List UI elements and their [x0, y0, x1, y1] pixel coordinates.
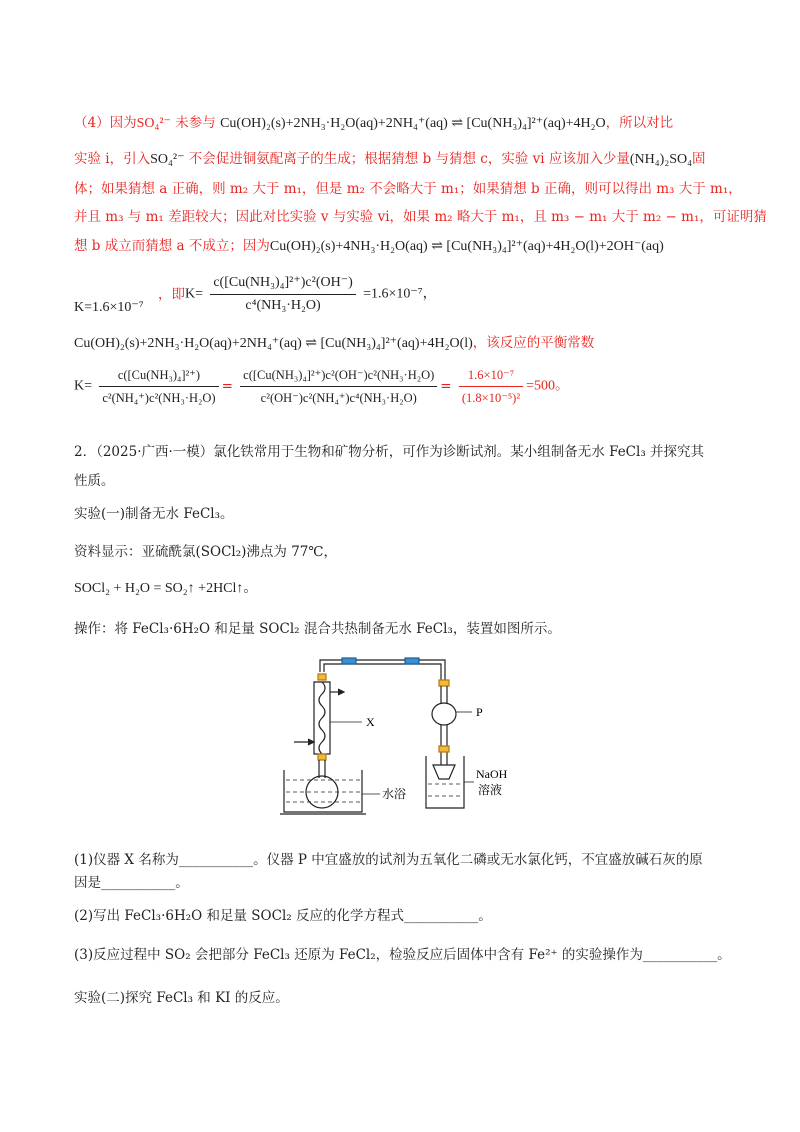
operation-text: 操作：将 FeCl₃·6H₂O 和足量 SOCl₂ 混合共热制备无水 FeCl₃，装置如图所示。	[74, 621, 561, 637]
text: 实验 i，引入	[74, 151, 151, 167]
denominator: (1.8×10⁻⁵)²	[461, 391, 521, 405]
label-solution: 溶液	[478, 783, 503, 797]
info-text: 资料显示：亚硫酰氯(SOCl₂)沸点为 77℃，	[74, 544, 337, 560]
equation: Cu(OH)₂(s)+4NH₃·H₂O(aq) ⇌ [Cu(NH₃)₄]²⁺(aq)+4H₂O(l)+2OH⁻(aq)	[269, 239, 664, 254]
text: ，所以对比	[605, 115, 674, 131]
answer-line-5	[74, 237, 664, 256]
question-2-stem-cont: 性质。	[74, 473, 115, 489]
label-naoh: NaOH	[476, 767, 508, 781]
label-x: X	[366, 715, 375, 729]
numerator: c([Cu(NH₃)₄]²⁺)	[99, 366, 218, 387]
text: （4）因为	[74, 115, 137, 131]
k-fraction-2	[240, 366, 437, 407]
denominator: c²(NH₄⁺)c²(NH₃·H₂O)	[102, 391, 216, 405]
text: ，该反应的平衡常数	[472, 335, 595, 351]
sub-question-3: (3)反应过程中 SO₂ 会把部分 FeCl₃ 还原为 FeCl₂，检验反应后固体中含有 Fe²⁺ 的实验操作为___________。	[74, 947, 731, 963]
k-fraction-1	[99, 366, 218, 407]
sulfate-ion: SO₄²⁻	[150, 152, 185, 167]
answer-line-3: 体；如果猜想 a 正确，则 m₂ 大于 m₁，但是 m₂ 不会略大于 m₁；如果猜想 b 正确，则可以得出 m₃ 大于 m₁，	[74, 181, 742, 197]
answer-line-1	[74, 114, 673, 133]
text: 想 b 成立而猜想 a 不成立；因为	[74, 238, 270, 254]
answer-line-4: 并且 m₃ 与 m₁ 差距较大；因此对比实验 v 与实验 vi，如果 m₂ 略大于 m₁，且 m₃ − m₁ 大于 m₂ − m₁，可证明猜	[74, 209, 767, 225]
numerator: c([Cu(NH₃)₄]²⁺)c²(OH⁻)c²(NH₃·H₂O)	[240, 366, 437, 387]
text: 不会促进铜氨配离子的生成；根据猜想 b 与猜想 c，实验 vi 应该加入少量	[188, 151, 630, 167]
sub-question-1-cont: 因是___________。	[74, 875, 189, 891]
sub-question-2: (2)写出 FeCl₃·6H₂O 和足量 SOCl₂ 反应的化学方程式___________。	[74, 908, 492, 924]
answer-line-8: K= $\frac{\text{c([Cu(NH₃)₄]²⁺)}}{\text{c²(NH₄⁺)c²(NH₃·H₂O)}}$ = $\frac{\text{c([Cu(NH₃)₄]²⁺)c²(OH⁻)c²(NH₃·H₂O)}}{\text{c²(OH⁻)c²(NH₄⁺)c⁴(NH₃·H₂O)}}$ = $\frac{\text{1.6×10⁻⁷}}{\text{(1.8×10⁻⁵)²}}$ =500。	[74, 368, 569, 405]
k-value: K=1.6×10⁻⁷	[74, 300, 144, 315]
experiment-1-heading: 实验(一)制备无水 FeCl₃。	[74, 506, 234, 522]
question-2-stem: 2．（2025·广西·一模）氯化铁常用于生物和矿物分析，可作为诊断试剂。某小组制备无水 FeCl₃ 并探究其	[74, 444, 705, 460]
k-denominator: c⁴(NH₃·H₂O)	[245, 298, 321, 313]
numerator: 1.6×10⁻⁷	[459, 366, 523, 387]
reaction-equation: SOCl₂ + H₂O = SO₂↑ +2HCl↑。	[74, 581, 258, 596]
k-fraction-3	[459, 366, 523, 407]
equation: Cu(OH)₂(s)+2NH₃·H₂O(aq)+2NH₄⁺(aq) ⇌ [Cu(NH₃)₄]²⁺(aq)+4H₂O(l)	[74, 336, 473, 351]
k-label: K=	[74, 378, 93, 394]
sub-question-1: (1)仪器 X 名称为___________。仪器 P 中宜盛放的试剂为五氧化二磷或无水氯化钙，不宜盛放碱石灰的原	[74, 852, 703, 868]
experiment-2-heading: 实验(二)探究 FeCl₃ 和 KI 的反应。	[74, 990, 289, 1006]
equation: Cu(OH)₂(s)+2NH₃·H₂O(aq)+2NH₄⁺(aq) ⇌ [Cu(NH₃)₄]²⁺(aq)+4H₂O	[220, 116, 606, 131]
text: 未参与	[175, 115, 216, 131]
sulfate-ion: SO₄²⁻	[136, 116, 171, 131]
k-result: =1.6×10⁻⁷，	[363, 286, 437, 302]
text: 固	[691, 151, 706, 167]
k-fraction	[210, 274, 355, 315]
apparatus-diagram	[270, 652, 530, 822]
rubber-coupling	[405, 658, 419, 664]
rubber-coupling	[342, 658, 356, 664]
label-p: P	[476, 705, 483, 719]
answer-line-7	[74, 334, 594, 353]
apparatus-figure	[270, 652, 530, 822]
label-water-bath: 水浴	[382, 787, 407, 801]
ammonium-sulfate: (NH₄)₂SO₄	[629, 152, 692, 167]
answer-line-2	[74, 150, 705, 169]
k-result: =500。	[526, 378, 569, 394]
denominator: c²(OH⁻)c²(NH₄⁺)c⁴(NH₃·H₂O)	[260, 391, 417, 405]
text: ，即	[158, 286, 185, 303]
k-numerator: c([Cu(NH₃)₄]²⁺)c²(OH⁻)	[210, 274, 355, 295]
